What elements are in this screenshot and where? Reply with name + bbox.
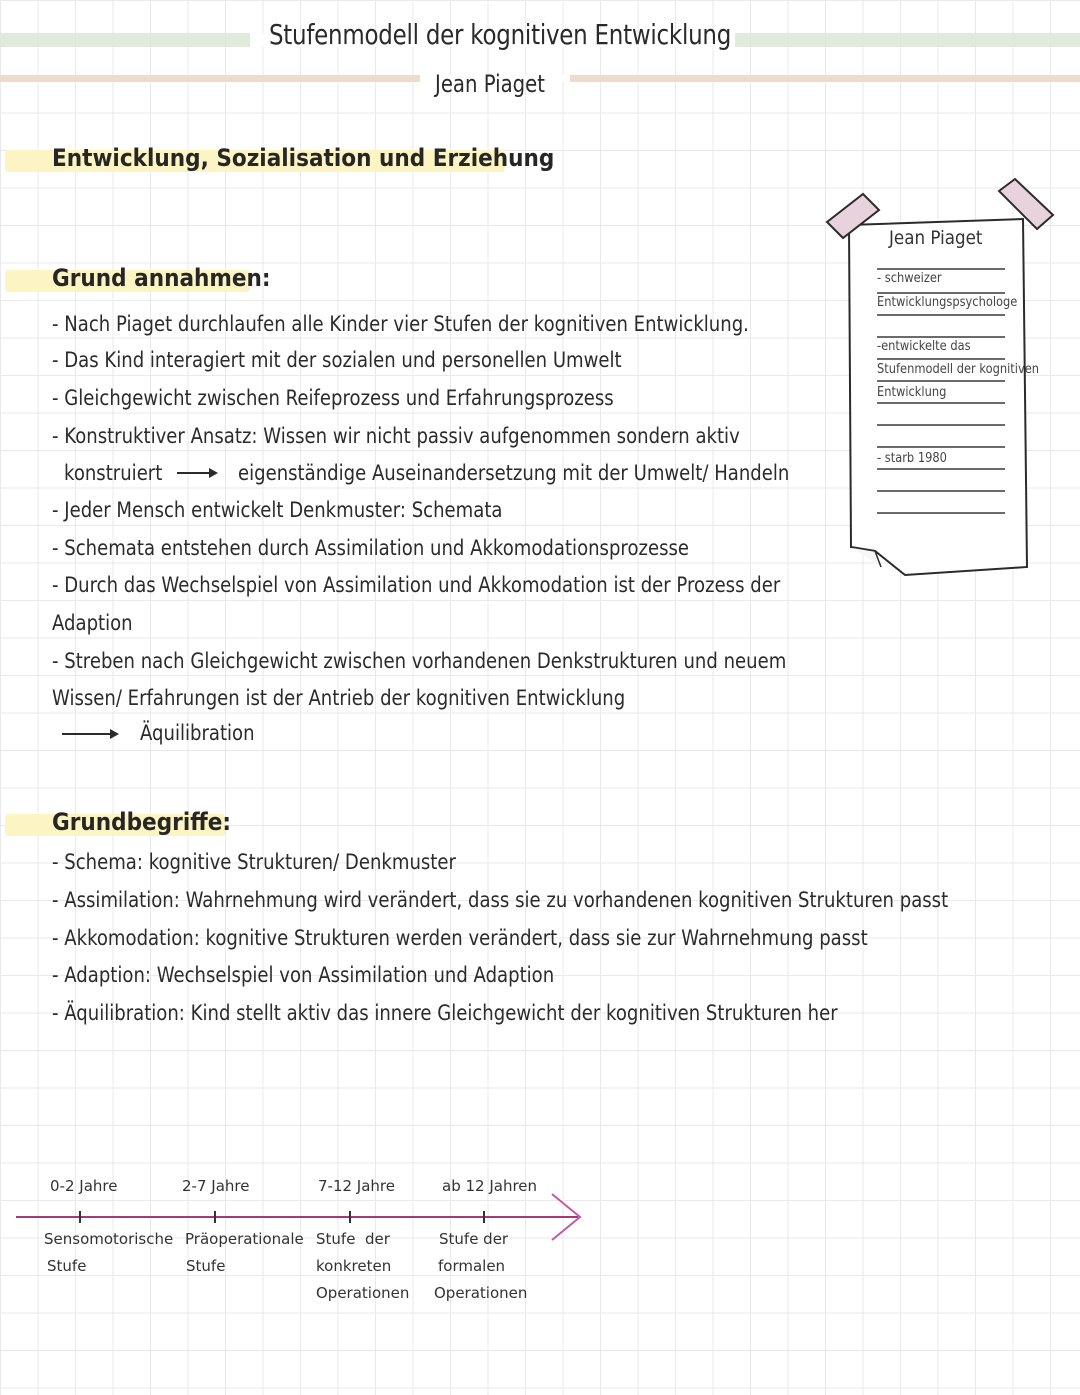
timeline-stage-label: formalen: [438, 1257, 506, 1275]
timeline-stage-label: Präoperationale: [185, 1230, 304, 1248]
page-subtitle: Jean Piaget: [435, 70, 545, 98]
timeline-age: 2-7 Jahre: [182, 1177, 250, 1195]
grundannahmen-heading: Grund annahmen:: [52, 264, 271, 292]
term-line: - Akkomodation: kognitive Strukturen werden verändert, dass sie zur Wahrnehmung passt: [52, 926, 868, 950]
assumption-line: - Durch das Wechselspiel von Assimilation und Akkomodation ist der Prozess der: [52, 573, 781, 597]
grundbegriffe-heading: Grundbegriffe:: [52, 808, 232, 836]
timeline-stage-label: konkreten: [316, 1257, 392, 1275]
timeline-stage-label: Stufe: [186, 1257, 226, 1275]
note-line: -entwickelte das: [877, 339, 971, 354]
arrow-right-icon: [60, 727, 122, 741]
note-title: Jean Piaget: [889, 227, 983, 249]
tape-left: [823, 192, 883, 240]
assumption-line: - Streben nach Gleichgewicht zwischen vorhandenen Denkstrukturen und neuem: [52, 649, 787, 673]
assumption-line: konstruiert: [64, 461, 163, 485]
note-line: Stufenmodell der kognitiven: [877, 362, 1040, 377]
timeline-age: 0-2 Jahre: [50, 1177, 118, 1195]
term-line: - Adaption: Wechselspiel von Assimilation und Adaption: [52, 963, 555, 987]
note-line: Entwicklungspsychologe: [877, 295, 1018, 310]
assumption-line: - Das Kind interagiert mit der sozialen und personellen Umwelt: [52, 348, 622, 372]
assumption-line: - Gleichgewicht zwischen Reifeprozess und Erfahrungsprozess: [52, 386, 614, 410]
note-line: Entwicklung: [877, 385, 947, 400]
timeline-stage-label: Operationen: [316, 1284, 410, 1302]
term-line: - Äquilibration: Kind stellt aktiv das innere Gleichgewicht der kognitiven Strukturen her: [52, 1001, 838, 1025]
timeline-stage-label: Operationen: [434, 1284, 528, 1302]
arrow-right-icon: [175, 466, 220, 480]
assumption-line: Äquilibration: [140, 721, 255, 745]
assumption-line: Adaption: [52, 611, 133, 635]
timeline-stage-label: Stufe der: [439, 1230, 509, 1248]
timeline-stage-label: Stufe der: [316, 1230, 390, 1248]
term-line: - Schema: kognitive Strukturen/ Denkmuster: [52, 850, 456, 874]
timeline-stage-label: Stufe: [47, 1257, 87, 1275]
note-card: [845, 207, 1040, 582]
timeline-age: 7-12 Jahre: [318, 1177, 395, 1195]
page-title: Stufenmodell der kognitiven Entwicklung: [268, 18, 732, 51]
timeline-stage-label: Sensomotorische: [44, 1230, 174, 1248]
assumption-line: - Jeder Mensch entwickelt Denkmuster: Schemata: [52, 498, 503, 522]
assumption-line: - Nach Piaget durchlaufen alle Kinder vier Stufen der kognitiven Entwicklung.: [52, 312, 749, 336]
timeline-age: ab 12 Jahren: [442, 1177, 538, 1195]
assumption-line: - Konstruktiver Ansatz: Wissen wir nicht passiv aufgenommen sondern aktiv: [52, 424, 740, 448]
topic-heading: Entwicklung, Sozialisation und Erziehung: [52, 144, 555, 172]
note-line: - schweizer: [877, 271, 942, 286]
assumption-line: eigenständige Auseinandersetzung mit der Umwelt/ Handeln: [238, 461, 790, 485]
assumption-line: - Schemata entstehen durch Assimilation und Akkomodationsprozesse: [52, 536, 690, 560]
term-line: - Assimilation: Wahrnehmung wird verändert, dass sie zu vorhandenen kognitiven Strukturen passt: [52, 888, 949, 912]
assumption-line: Wissen/ Erfahrungen ist der Antrieb der kognitiven Entwicklung: [52, 686, 626, 710]
note-line: - starb 1980: [877, 451, 947, 466]
tape-right: [995, 177, 1057, 233]
